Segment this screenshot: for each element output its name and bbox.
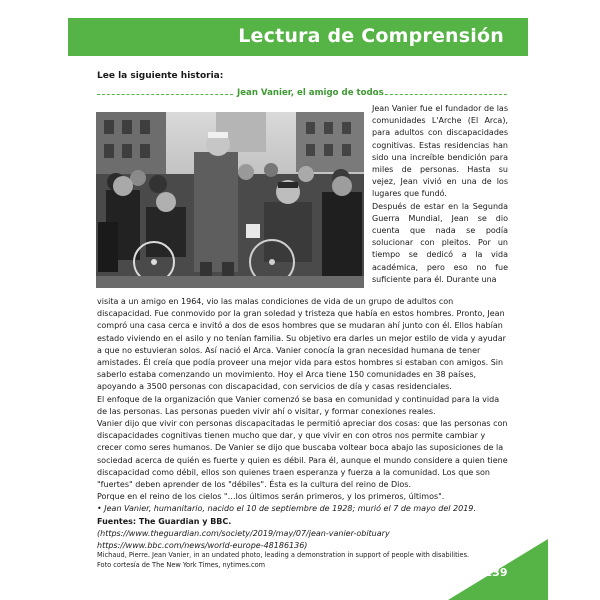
source-link-bbc[interactable]: https://www.bbc.com/news/world-europe-48186136) bbox=[97, 541, 308, 551]
story-title: Jean Vanier, el amigo de todos bbox=[237, 88, 384, 98]
page-number: 139 bbox=[484, 566, 508, 579]
body-paragraph: Vanier dijo que vivir con personas discapacitadas le permitió apreciar dos cosas: que las personas con discapacidades cognitivas tienen mucho que dar, y que vivir en con otros nos permite cambiar y crecer como seres humanos. De Vanier se dijo que buscaba voltear boca abajo las suposiciones de la sociedad acerca de quién es fuerte y quien es débil. Para él, aunque el mundo considere a quien tiene discapacidad como débil, ellos son quienes traen esperanza y fuerza a la comunidad. Los que son "fuertes" deben aprender de los "débiles". Ésta es la cultura del reino de Dios. bbox=[97, 419, 508, 490]
dashed-divider-right bbox=[375, 94, 507, 95]
photo-caption bbox=[97, 551, 487, 570]
chapter-title: Lectura de Comprensión bbox=[238, 25, 504, 47]
body-paragraph: El enfoque de la organización que Vanier comenzó se basa en comunidad y continuidad para la vida de las personas. Las personas pueden vivir ahí o visitar, y formar conexiones reales. bbox=[97, 394, 500, 416]
column-paragraph: Después de estar en la Segunda Guerra Mundial, Jean se dio cuenta que nada se podía solucionar con pleitos. Por un tiempo se dedicó a la vida académica, pero eso no fue suficiente para él. Durante una bbox=[372, 201, 508, 284]
story-body bbox=[97, 296, 509, 552]
dashed-divider-left bbox=[97, 94, 233, 95]
body-paragraph: Porque en el reino de los cielos "…los últimos serán primeros, y los primeros, últimos". bbox=[97, 492, 445, 502]
chapter-header-bar bbox=[68, 18, 528, 56]
source-link-guardian[interactable]: (https://www.theguardian.com/society/2019/may/07/jean-vanier-obituary bbox=[97, 528, 390, 538]
reading-instruction: Lee la siguiente historia: bbox=[97, 71, 224, 81]
biography-note: • Jean Vanier, humanitario, nacido el 10 de septiembre de 1928; murió el 7 de mayo del 2019. bbox=[97, 504, 476, 514]
right-column-text bbox=[372, 103, 508, 286]
body-paragraph: visita a un amigo en 1964, vio las malas condiciones de vida de un grupo de adultos con discapacidad. Fue conmovido por la gran soledad y tristeza que había en estos hombres. Pronto, Jean compró una casa cerca e invitó a dos de esos hombres que se mudaran ahí junto con él. Ellos habían estado viviendo en el asilo y no tenían familia. Su objetivo era darles un mejor estilo de vida y ayudar a que no estuvieran solos. Así nació el Arca. Vanier conocía la gran necesidad humana de tener amistades. Él creía que podía proveer una mejor vida para estos hombres si estaban con amigos. Sin saberlo estaba comenzando un movimiento. Hoy el Arca tiene 150 comunidades en 38 países, apoyando a 3500 personas con discapacidad, con servicios de día y casas residenciales. bbox=[97, 297, 506, 392]
caption-credit: Foto cortesía de The New York Times, nytimes.com bbox=[97, 560, 266, 569]
caption-line: Michaud, Pierre. Jean Vanier, in an undated photo, leading a demonstration in support of people with disabilities. bbox=[97, 551, 470, 559]
sources-heading: Fuentes: The Guardian y BBC. bbox=[97, 516, 232, 526]
story-title-row bbox=[97, 88, 507, 100]
column-paragraph: Jean Vanier fue el fundador de las comunidades L'Arche (El Arca), para adultos con discapacidades cognitivas. Estas residencias han sido una increíble bendición para miles de personas. Hasta su vejez, Jean vivió en una de los lugares que fundó. bbox=[372, 104, 508, 199]
demonstration-photo bbox=[96, 112, 364, 288]
